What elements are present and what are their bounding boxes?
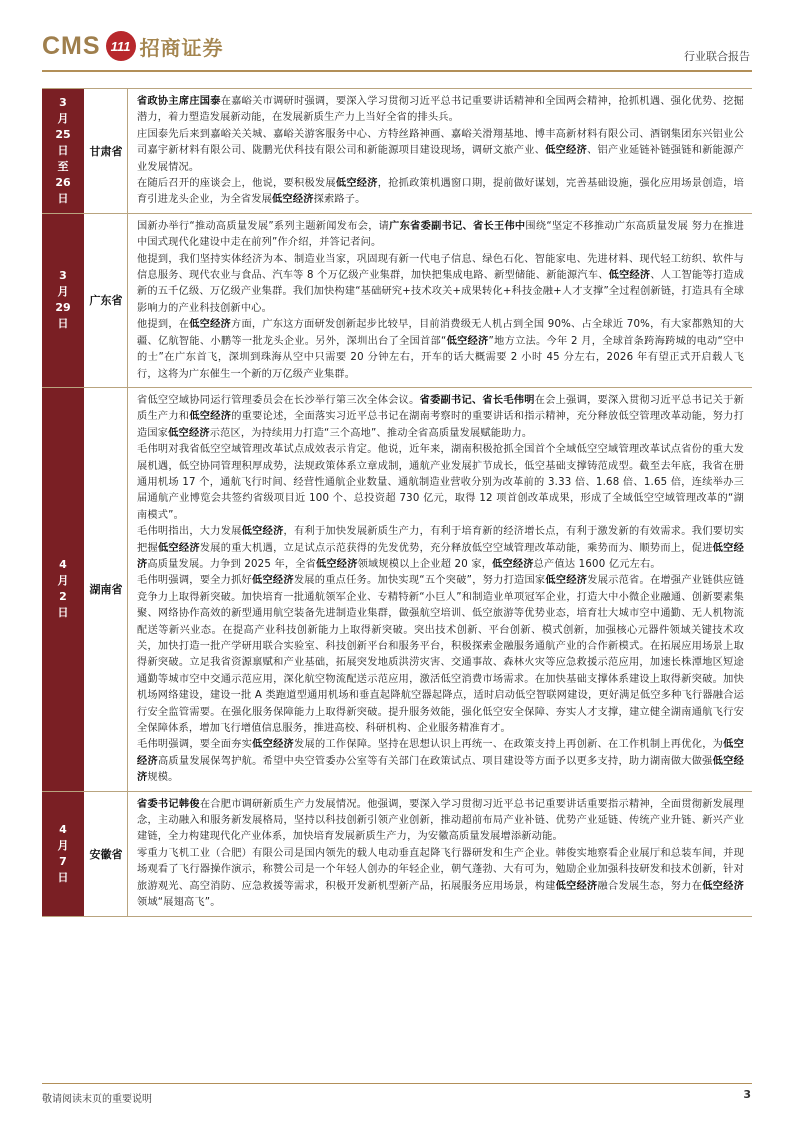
body-text: 高质量发展。力争到 2025 年，全省 — [147, 558, 317, 570]
content-paragraph — [137, 393, 744, 442]
body-text: ”地方立法。今年 2 月，全球首条跨海跨城的电动“空中的士”在广东首飞，深圳到珠海从空中只需要 20 分钟左右，开车的话大概需要 2 小时 45 分左右，2026 年有望正式开启载人飞行，这将为广东催生一个新的万亿级产业集群。 — [137, 335, 744, 380]
date-cell — [42, 214, 85, 387]
date-text — [58, 557, 69, 621]
content-paragraph — [137, 317, 744, 383]
highlight-text: 省委书记韩俊 — [137, 798, 200, 810]
table-row — [42, 88, 752, 214]
date-line: 26 — [55, 175, 71, 189]
body-text: 融合发展生态，努力在 — [597, 880, 703, 892]
content-cell — [128, 792, 752, 916]
date-line: 7 — [59, 854, 67, 868]
date-line: 月 — [57, 574, 69, 588]
body-text: 发展的重大机遇，立足试点示范获得的先发优势，充分释放低空空域管理改革动能，乘势而为、顺势而上，促进 — [199, 542, 713, 554]
highlight-text: 低空经济 — [272, 194, 314, 206]
highlight-text: 低空经济 — [608, 270, 651, 282]
province-name: 广东省 — [89, 294, 123, 308]
body-text: 在合肥市调研新质生产力发展情况。他强调，要深入学习贯彻习近平总书记重要讲话重要指示精神，全面贯彻新发展理念，主动融入和服务新发展格局，坚持以科技创新引领产业创新，推动超前布局产业补链、优势产业延链、传统产业升链、新兴产业建链，全力构建现代化产业体系，加快培育发展新质生产力，为安徽高质量发展增添新动能。 — [137, 798, 744, 843]
body-text: 领域规模以上企业超 20 家， — [357, 558, 493, 570]
body-text: 的重要论述，全面落实习近平总书记在湖南考察时的重要讲话和指示精神，充分释放低空管理改革动能，努力打造国家 — [137, 411, 745, 439]
logo-company-name: 招商证券 — [139, 35, 224, 60]
body-text: 、铝产业延链补链强链和新能源产业发展情况。 — [137, 145, 744, 173]
highlight-text: 低空经济 — [702, 880, 744, 892]
body-text: 省低空空域协同运行管理委员会在长沙举行第三次全体会议。 — [137, 394, 420, 406]
body-text: ，抢抓政策机遇窗口期，提前做好谋划，完善基础设施，强化应用场景创造，培育引进龙头企业，为全省发展 — [137, 178, 744, 206]
content-paragraph — [137, 573, 744, 737]
date-line: 日 — [57, 606, 69, 620]
highlight-text: 低空经济 — [555, 880, 598, 892]
province-cell — [85, 89, 128, 213]
highlight-text: 低空经济 — [335, 178, 378, 190]
body-text: 发展的工作保障。坚持在思想认识上再统一、在政策支持上再创新、在工作机制上再优化，为 — [294, 739, 724, 751]
body-text: 领域“展翅高飞”。 — [137, 897, 221, 909]
table-row — [42, 214, 752, 388]
province-cell — [85, 388, 128, 791]
date-line: 日 — [57, 317, 69, 331]
highlight-text: 低空经济 — [316, 558, 358, 570]
date-line: 4 — [59, 822, 67, 836]
content-paragraph — [137, 442, 744, 524]
highlight-text: 省委副书记、省长毛伟明 — [419, 394, 535, 406]
highlight-text: 低空经济 — [545, 145, 588, 157]
body-text: 高质量发展保驾护航。希望中央空管委办公室等有关部门在政策试点、项目建设等方面予以更多支持，助力湖南做大做强 — [157, 755, 713, 767]
body-text: 他提到，我们坚持实体经济为本、制造业当家，巩固现有新一代电子信息、绿色石化、智能家电、先进材料、现代轻工纺织、软件与信息服务、现代农业与食品、汽车等 8 个万亿级产业集群，加快把集成电路、新型储能、新能源汽车、 — [137, 253, 744, 282]
report-type-label: 行业联合报告 — [684, 50, 750, 63]
body-text: 毛伟明指出，大力发展 — [137, 526, 242, 538]
body-text: 他提到，在 — [137, 319, 190, 331]
date-line: 日 — [57, 143, 69, 157]
content-cell — [128, 388, 752, 791]
highlight-text: 低空经济 — [446, 335, 489, 347]
province-name: 湖南省 — [89, 583, 123, 597]
date-line: 至 — [57, 159, 69, 173]
highlight-text: 低空经济 — [241, 526, 284, 538]
content-paragraph — [137, 94, 744, 127]
highlight-text: 低空经济 — [252, 575, 294, 587]
page-number: 3 — [743, 1088, 751, 1101]
content-paragraph — [137, 219, 744, 252]
body-text: 发展示范省。在增强产业链供应链竞争力上取得新突破。加快培育一批通航领军企业、专精特新“小巨人”和制造业单项冠军企业，打造大中小微企业融通、创新要素集聚、网络协作高效的新型通用航空装备先进制造业集群，做强航空培训、低空旅游等优势业态，培育壮大城市空中通勤、无人机物流配送等新兴业态。在提高产业科技创新能力上取得新突破。突出技术创新、平台创新、模式创新，加强核心元器件领域关键技术攻关，加快打造一批产学研用联合实验室、科技创新平台和服务平台，积极探索金融服务通航产业的合作新模式。在拓展应用场景上取得新突破。立足我省资源禀赋和产业基础，拓展突发地质洪涝灾害、交通事故、森林火灾等应急救援示范应用，加速长株潭地区短途通勤等城市空中交通示范应用，深化航空物流配送示范应用，激活低空消费市场需求。在加快基础支撑体系建设上取得新突破。加快机场网络建设，建设一批 A 类跑道型通用机场和垂直起降航空器起降点，适时启动低空智联网建设，更好满足低空多种飞行器融合运行安全监管需要。在强化服务保障能力上取得新突破。提升服务效能，强化低空安全保障、夯实人才支撑，建立健全湖南通航飞行安全保障体系，增加飞行增值信息服务，推进高校、科研机构、企业服务精准育才。 — [137, 575, 744, 735]
body-text: 毛伟明强调，要全面夯实 — [137, 739, 253, 751]
highlight-text: 低空经济 — [189, 411, 232, 423]
highlight-text: 低空经济 — [545, 575, 588, 587]
body-text: 零重力飞机工业（合肥）有限公司是国内领先的载人电动垂直起降飞行器研发和生产企业。韩俊实地察看企业展厅和总装车间，并现场观看了飞行器操作演示，称赞公司是一个年轻人创办的年轻企业，朝气蓬勃、大有可为，勉励企业加强科技研发和技术创新，针对旅游观光、高空消防、应急救援等需求，积极开发新机型新产品，拓展服务应用场景，构建 — [137, 847, 744, 892]
date-text — [58, 822, 69, 886]
body-text: ，有利于加快发展新质生产力，有利于培育新的经济增长点，有利于激发新的有效需求。我们要切实把握 — [137, 526, 744, 554]
table-row — [42, 388, 752, 792]
highlight-text: 广东省委副书记、省长王伟中 — [389, 220, 526, 232]
table-row — [42, 792, 752, 917]
date-line: 2 — [59, 590, 67, 604]
body-text: 毛伟明强调，要全力抓好 — [137, 575, 253, 587]
date-line: 月 — [57, 285, 69, 299]
body-text: 在随后召开的座谈会上，他说，要积极发展 — [137, 178, 336, 190]
content-paragraph — [137, 524, 744, 573]
date-line: 月 — [57, 111, 69, 125]
body-text: 围绕“坚定不移推动广东高质量发展 努力在推进中国式现代化建设中走在前列”作介绍，并答记者问。 — [137, 220, 744, 249]
highlight-text: 低空经济 — [252, 739, 295, 751]
body-text: 在嘉峪关市调研时强调，要深入学习贯彻习近平总书记重要讲话精神和全国两会精神，抢抓机遇、强化优势、挖掘潜力，着力塑造发展新动能，在发展新质生产力上当好全省的排头兵。 — [137, 96, 744, 124]
policy-table — [42, 88, 752, 917]
content-paragraph — [137, 737, 744, 786]
date-line: 日 — [57, 191, 69, 205]
body-text: 庄国泰先后来到嘉峪关关城、嘉峪关游客服务中心、方特丝路神画、嘉峪关滑翔基地、博丰高新材料有限公司、酒钢集团东兴铝业公司嘉宇新材料有限公司、陇鹏光伏科技有限公司和新能源项目建设现场，调研文旅产业、 — [137, 128, 744, 157]
content-paragraph — [137, 797, 744, 846]
date-line: 日 — [57, 870, 69, 884]
cms-logo — [42, 26, 224, 66]
body-text: 发展的重点任务。加快实现“五个突破”，努力打造国家 — [293, 575, 546, 587]
province-name: 甘肃省 — [89, 144, 123, 158]
highlight-text: 低空经济 — [137, 542, 744, 570]
footer-divider — [42, 1083, 752, 1084]
logo-badge-icon: 111 — [106, 31, 136, 61]
date-line: 29 — [55, 301, 71, 315]
highlight-text: 低空经济 — [168, 427, 210, 439]
body-text: 、人工智能等打造成新的五千亿级、万亿级产业集群。我们加快构建“基础研究+技术攻关+成果转化+科技金融+人才支撑”全过程创新链，打造具有全球影响力的产业科技创新中心。 — [137, 270, 744, 314]
body-text: 毛伟明对我省低空空域管理改革试点成效表示肯定。他说，近年来，湖南积极抢抓全国首个全域低空空域管理改革试点省份的重大发展机遇，低空协同管理积厚成势，法规政策体系立章成制，通航产业发展扩节成长，低空基础支撑铸范成型。截至去年底，我省在册通用机场 17 个，通航飞行时间、经营性通航企业数量、通航制造业营收分别为改革前的 3.33 倍、1.68 倍、1.65 倍，连续举办三届通航产业博览会共签约省级项目近 100 个、总投资超 730 亿元，取得 12 项首创改革成果，形成了全域低空空域管理改革的“湖南模式”。 — [137, 444, 744, 521]
date-text — [55, 95, 70, 207]
body-text: 示范区，为持续用力打造“三个高地”、推动全省高质量发展赋能助力。 — [209, 427, 533, 439]
date-cell — [42, 89, 85, 213]
body-text: 国新办举行“推动高质量发展”系列主题新闻发布会，请 — [137, 220, 390, 232]
page-header — [42, 26, 752, 70]
date-cell — [42, 388, 85, 791]
highlight-text: 低空经济 — [137, 739, 744, 767]
body-text: 方面，广东这方面研发创新起步比较早，目前消费级无人机占到全国 90%、占全球近 70%，有大家都熟知的大疆、亿航智能、小鹏等一批龙头企业。另外，深圳出台了全国首部“ — [137, 319, 744, 347]
date-cell — [42, 792, 85, 916]
highlight-text: 低空经济 — [157, 542, 200, 554]
body-text: 总产值达 1600 亿元左右。 — [533, 558, 661, 570]
content-paragraph — [137, 176, 744, 209]
content-paragraph — [137, 127, 744, 176]
date-line: 4 — [59, 558, 67, 572]
highlight-text: 低空经济 — [137, 755, 744, 784]
date-line: 月 — [57, 838, 69, 852]
body-text: 规模。 — [147, 772, 179, 784]
header-divider — [42, 70, 752, 72]
date-text — [55, 268, 70, 332]
province-cell — [85, 792, 128, 916]
content-paragraph — [137, 252, 744, 318]
highlight-text: 省政协主席庄国泰 — [137, 96, 221, 107]
body-text: 探索路子。 — [313, 194, 366, 206]
body-text: 在会上强调，要深入贯彻习近平总书记关于新质生产力和 — [137, 394, 745, 423]
content-cell — [128, 89, 752, 213]
content-cell — [128, 214, 752, 387]
highlight-text: 低空经济 — [492, 558, 534, 570]
logo-cms-text: CMS — [42, 31, 101, 60]
date-line: 3 — [59, 269, 67, 283]
province-name: 安徽省 — [89, 847, 123, 861]
highlight-text: 低空经济 — [189, 319, 231, 331]
footer-disclaimer: 敬请阅读末页的重要说明 — [42, 1094, 152, 1105]
province-cell — [85, 214, 128, 387]
date-line: 25 — [55, 127, 71, 141]
content-paragraph — [137, 846, 744, 912]
date-line: 3 — [59, 95, 67, 109]
